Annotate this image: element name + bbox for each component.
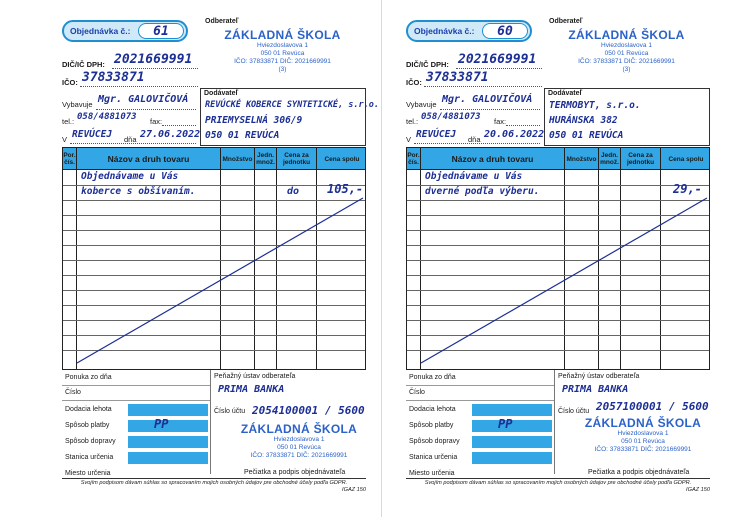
stamp-city: 050 01 Revúca xyxy=(621,438,665,445)
vat-value: 2021669991 xyxy=(458,52,537,67)
col-number: Por. čís. xyxy=(407,148,421,170)
tel-label: tel.: xyxy=(62,117,75,126)
supplier-label: Dodávateľ xyxy=(204,90,239,97)
fax-label: fax: xyxy=(494,117,507,126)
supplier-box xyxy=(200,88,379,146)
signature-label: Pečiatka a podpis objednávateľa xyxy=(244,469,346,476)
stamp-ids: IČO: 37833871 DIČ: 2021669991 xyxy=(594,446,692,453)
items-table xyxy=(62,147,366,370)
delivery-term-label: Dodacia lehota xyxy=(409,406,456,413)
issued-by-label: Vybavuje xyxy=(406,100,437,109)
stamp-num: (3) xyxy=(622,66,631,73)
offer-date-label: Ponuka zo dňa xyxy=(409,374,456,381)
destination-place-label: Miesto určenia xyxy=(65,470,111,477)
ico-label: IČO: xyxy=(62,78,78,87)
col-unit-price: Cena za jednotku xyxy=(621,148,661,170)
stamp-num: (3) xyxy=(278,66,287,73)
account-value: 2057100001 / 5600 xyxy=(596,400,709,413)
payment-method-label: Spôsob platby xyxy=(65,422,110,429)
item-qty-note: do xyxy=(287,186,300,197)
col-number: Por. čís. xyxy=(63,148,77,170)
buyer-label: Odberateľ xyxy=(205,18,239,25)
order-number-label: Objednávka č.: xyxy=(70,26,131,36)
payment-method-value: PP xyxy=(154,417,169,431)
col-total: Cena spolu xyxy=(324,155,360,163)
stamp-street: Hviezdoslavova 1 xyxy=(257,42,308,49)
order-number-label: Objednávka č.: xyxy=(414,26,475,36)
footer-divider xyxy=(210,370,211,474)
signature-label: Pečiatka a podpis objednávateľa xyxy=(588,469,690,476)
stamp-street: Hviezdoslavova 1 xyxy=(617,430,669,437)
footer-line xyxy=(62,385,210,386)
vat-underline xyxy=(456,68,542,69)
bank-value: PRIMA BANKA xyxy=(218,384,285,395)
stamp-ids: IČO: 37833871 DIČ: 2021669991 xyxy=(234,58,331,65)
ico-underline xyxy=(80,86,198,87)
date-underline xyxy=(70,143,196,144)
item-total: 29,- xyxy=(673,182,702,196)
bank-label: Peňažný ústav odberateľa xyxy=(558,373,640,380)
bank-value: PRIMA BANKA xyxy=(562,384,629,395)
destination-station-label: Stanica určenia xyxy=(65,454,114,461)
col-quantity: Množstvo xyxy=(565,148,599,170)
footer-school-stamp xyxy=(234,422,364,460)
date-label: dňa xyxy=(124,135,137,144)
transport-method-label: Spôsob dopravy xyxy=(65,438,116,445)
destination-place-label: Miesto určenia xyxy=(409,470,455,477)
paper-fold xyxy=(381,0,382,517)
ico-value: 37833871 xyxy=(82,70,145,85)
issued-by-value: Mgr. GALOVIČOVÁ xyxy=(442,94,533,105)
vat-label: DIČ/IČ DPH: xyxy=(406,60,449,69)
item-line-1: Objednávame u Vás xyxy=(425,171,523,182)
gdpr-notice: Svojím podpisom dávam súhlas so spracovaním mojich osobných údajov pre obchodné účely podľa GDPR. xyxy=(62,478,366,486)
stamp-ids: IČO: 37833871 DIČ: 2021669991 xyxy=(578,58,675,65)
number-label: Číslo xyxy=(65,389,81,396)
fax-label: fax: xyxy=(150,117,163,126)
stamp-city: 050 01 Revúca xyxy=(604,50,649,57)
stamp-name: ZÁKLADNÁ ŠKOLA xyxy=(224,28,341,42)
date-value: 20.06.2022 xyxy=(484,129,545,140)
supplier-box xyxy=(544,88,710,146)
stamp-street: Hviezdoslavova 1 xyxy=(601,42,652,49)
supplier-line-3: 050 01 REVÚCA xyxy=(549,130,624,141)
order-number-box xyxy=(62,20,188,42)
tel-label: tel.: xyxy=(406,117,419,126)
footer-divider xyxy=(554,370,555,474)
order-footer xyxy=(406,370,710,493)
transport-method-label: Spôsob dopravy xyxy=(409,438,460,445)
bank-label: Peňažný ústav odberateľa xyxy=(214,373,296,380)
order-number: 60 xyxy=(497,24,513,39)
supplier-line-2: HURÁNSKA 382 xyxy=(549,115,618,126)
delivery-term-field xyxy=(472,404,552,416)
items-table xyxy=(406,147,710,370)
order-number-field xyxy=(138,23,184,39)
place-value: REVÚCEJ xyxy=(416,129,457,140)
col-unit: Jedn. množ. xyxy=(599,148,621,170)
cancel-diagonal-line xyxy=(63,148,366,370)
issued-by-label: Vybavuje xyxy=(62,100,93,109)
stamp-name: ZÁKLADNÁ ŠKOLA xyxy=(240,422,358,436)
fax-underline xyxy=(506,125,540,126)
ico-label: IČO: xyxy=(406,78,422,87)
supplier-label: Dodávateľ xyxy=(548,90,583,97)
footer-school-stamp xyxy=(578,416,708,454)
delivery-term-field xyxy=(128,404,208,416)
date-label: dňa xyxy=(468,135,481,144)
form-code: IGAZ 150 xyxy=(342,487,366,493)
ico-value: 37833871 xyxy=(426,70,489,85)
place-value: REVÚCEJ xyxy=(72,129,113,140)
order-footer xyxy=(62,370,366,493)
account-value: 2054100001 / 5600 xyxy=(252,404,365,417)
order-form-61 xyxy=(42,6,379,503)
form-code: IGAZ 150 xyxy=(686,487,710,493)
transport-method-field xyxy=(128,436,208,448)
footer-line xyxy=(62,400,210,401)
supplier-line-1: TERMOBYT, s.r.o. xyxy=(549,100,641,111)
destination-station-field xyxy=(472,452,552,464)
supplier-line-1: REVÚCKÉ KOBERCE SYNTETICKÉ, s.r.o. xyxy=(205,100,379,110)
col-quantity: Množstvo xyxy=(221,148,255,170)
payment-method-label: Spôsob platby xyxy=(409,422,454,429)
item-line-2: dverné podľa výberu. xyxy=(425,186,540,197)
place-label: V xyxy=(406,135,412,144)
destination-station-field xyxy=(128,452,208,464)
buyer-label: Odberateľ xyxy=(549,18,583,25)
issued-by-underline xyxy=(96,109,196,110)
offer-date-label: Ponuka zo dňa xyxy=(65,374,112,381)
col-unit: Jedn. množ. xyxy=(255,148,277,170)
date-value: 27.06.2022 xyxy=(140,129,201,140)
fax-underline xyxy=(162,125,196,126)
issued-by-value: Mgr. GALOVIČOVÁ xyxy=(98,94,189,105)
stamp-name: ZÁKLADNÁ ŠKOLA xyxy=(568,28,685,42)
tel-value: 058/4881073 xyxy=(421,112,481,122)
ico-underline xyxy=(424,86,542,87)
tel-value: 058/4881073 xyxy=(77,112,137,122)
number-label: Číslo xyxy=(409,389,425,396)
order-form-60 xyxy=(386,6,711,503)
delivery-term-label: Dodacia lehota xyxy=(65,406,112,413)
school-stamp xyxy=(210,28,355,74)
stamp-city: 050 01 Revúca xyxy=(277,444,321,451)
item-line-1: Objednávame u Vás xyxy=(81,171,179,182)
supplier-line-3: 050 01 REVÚCA xyxy=(205,130,280,141)
order-number: 61 xyxy=(153,24,169,39)
vat-label: DIČ/IČ DPH: xyxy=(62,60,105,69)
school-stamp xyxy=(554,28,699,74)
vat-underline xyxy=(112,68,198,69)
gdpr-notice: Svojím podpisom dávam súhlas so spracovaním mojich osobných údajov pre obchodné účely podľa GDPR. xyxy=(406,478,710,486)
account-label: Číslo účtu xyxy=(558,408,590,415)
stamp-ids: IČO: 37833871 DIČ: 2021669991 xyxy=(250,452,348,459)
item-total: 105,- xyxy=(327,182,364,196)
item-line-2: koberce s obšívaním. xyxy=(81,186,196,197)
transport-method-field xyxy=(472,436,552,448)
date-underline xyxy=(414,143,540,144)
supplier-line-2: PRIEMYSELNÁ 306/9 xyxy=(205,115,303,126)
destination-station-label: Stanica určenia xyxy=(409,454,458,461)
cancel-diagonal-line xyxy=(407,148,710,370)
col-item-name: Názov a druh tovaru xyxy=(421,148,565,170)
col-total: Cena spolu xyxy=(668,155,704,163)
col-item-name: Názov a druh tovaru xyxy=(77,148,221,170)
payment-method-value: PP xyxy=(498,417,513,431)
issued-by-underline xyxy=(440,109,540,110)
footer-line xyxy=(406,385,554,386)
footer-line xyxy=(406,400,554,401)
col-unit-price: Cena za jednotku xyxy=(277,148,317,170)
order-number-field xyxy=(482,23,528,39)
stamp-city: 050 01 Revúca xyxy=(260,50,305,57)
stamp-name: ZÁKLADNÁ ŠKOLA xyxy=(584,416,702,430)
place-label: V xyxy=(62,135,68,144)
order-number-box xyxy=(406,20,532,42)
vat-value: 2021669991 xyxy=(114,52,193,67)
stamp-street: Hviezdoslavova 1 xyxy=(273,436,325,443)
account-label: Číslo účtu xyxy=(214,408,246,415)
